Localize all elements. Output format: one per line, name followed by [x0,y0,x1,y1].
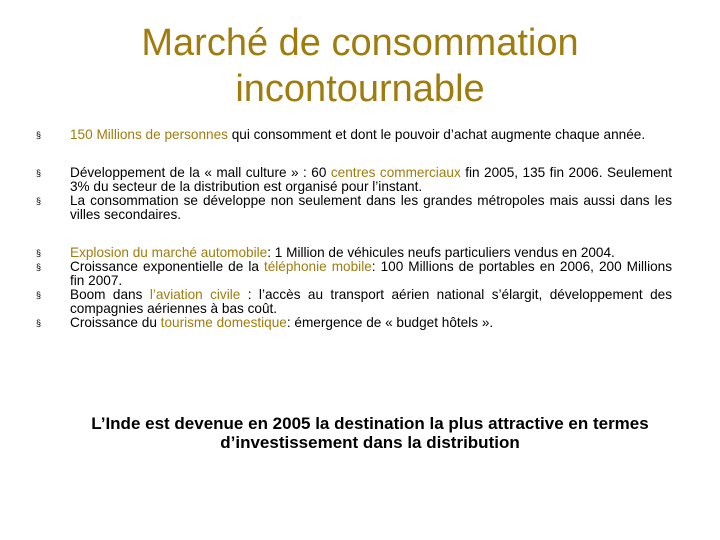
highlight-text: 150 Millions de personnes [70,127,228,142]
bullet-text-prefix: Croissance exponentielle de la [70,259,264,274]
slide-title-line-1: Marché de consommation [141,22,579,64]
slide-title [0,20,720,112]
bullet-text: : émergence de « budget hôtels ». [286,315,494,330]
bullet-item [36,128,672,142]
bullet-text: fin 2005, 135 fin 2006. Seulement 3% du secteur de la distribution est organisé pour l’instant. [70,165,672,194]
bullet-text: : 100 Millions de portables en 2006, 200 Millions fin 2007. [70,259,673,288]
bullet-square-icon: § [36,130,42,140]
bullet-square-icon: § [36,290,42,300]
bullet-square-icon: § [36,168,42,178]
bullet-square-icon: § [36,262,42,272]
bullet-text-prefix: Boom dans [70,287,150,302]
bullet-square-icon: § [36,318,42,328]
bullet-text: qui consomment et dont le pouvoir d’achat augmente chaque année. [227,127,646,142]
slide-title-line-2: incontournable [235,68,485,110]
bullet-square-icon: § [36,196,42,206]
bullet-list [36,128,672,330]
bullet-item [36,194,672,222]
bullet-square-icon: § [36,248,42,258]
bullet-text: : l’accès au transport aérien national s’élargit, développement des compagnies aériennes à bas coût. [70,287,673,316]
highlight-text: tourisme domestique [160,315,287,330]
bullet-text-prefix: Développement de la « mall culture » : 60 [70,165,331,180]
bullet-item [36,166,672,194]
highlight-text: téléphonie mobile [263,259,372,274]
highlight-text: l’aviation civile [149,287,241,302]
conclusion-text: L’Inde est devenue en 2005 la destination la plus attractive en termes d’investissement dans la distribution [91,414,649,452]
highlight-text: centres commerciaux [330,165,461,180]
bullet-item [36,260,672,288]
bullet-item [36,246,672,260]
bullet-text: : 1 Million de véhicules neufs particuliers vendus en 2004. [267,245,615,260]
bullet-text: La consommation se développe non seulement dans les grandes métropoles mais aussi dans les villes secondaires. [70,193,672,222]
bullet-text-prefix: Croissance du [70,315,161,330]
highlight-text: Explosion du marché automobile [70,245,268,260]
bullet-item [36,316,672,330]
bullet-item [36,288,672,316]
